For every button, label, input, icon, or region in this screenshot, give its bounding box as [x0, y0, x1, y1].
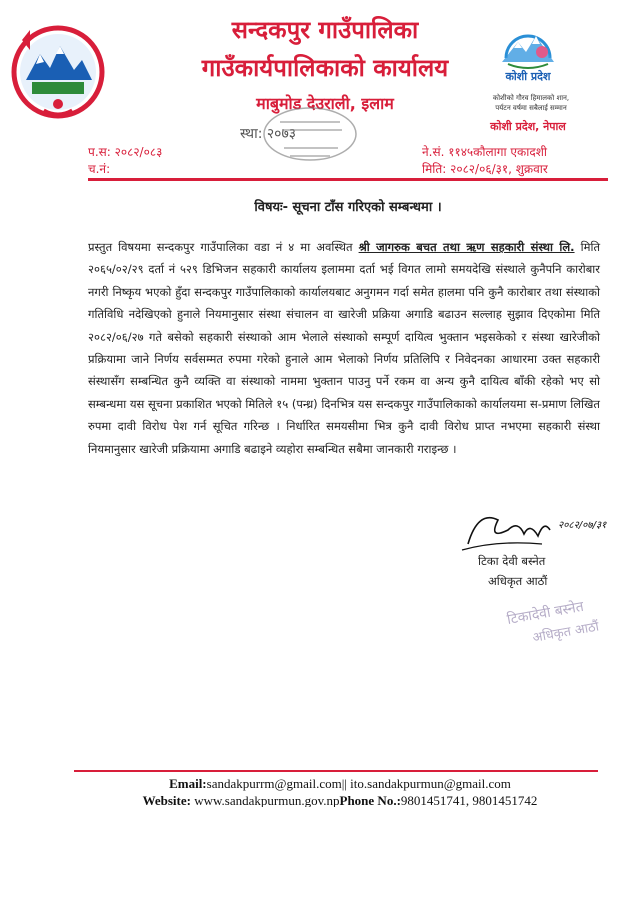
name-seal-stamp	[500, 585, 620, 655]
koshi-province-label: कोशी प्रदेश, नेपाल	[490, 120, 566, 133]
cooperative-name: श्री जागरुक बचत तथा ऋण सहकारी संस्था लि.	[358, 240, 575, 254]
letter-date: मिति: २०८२/०६/३१, शुक्रवार	[422, 162, 548, 176]
municipality-name: सन्दकपुर गाउँपालिका	[231, 16, 419, 44]
svg-text:स्था: २०७३: स्था: २०७३	[240, 126, 297, 142]
letter-ref-number: प.स: २०८२/०८३	[88, 145, 163, 159]
letter-body	[88, 236, 600, 460]
phone-number: 9801451741, 9801451742	[400, 793, 538, 807]
office-seal-stamp	[220, 104, 360, 170]
footer-email	[60, 776, 620, 792]
website-label: Website:	[142, 793, 191, 807]
email-address: sandakpurrm@gmail.com|| ito.sandakpurmun@gmail.com	[206, 776, 511, 791]
svg-text:अधिकृत आठौं: अधिकृत आठौं	[531, 619, 601, 646]
office-address: माबुमोड देउराली, इलाम	[256, 94, 394, 113]
letter-subject: विषयः- सूचना टाँस गरिएको सम्बन्धमा ।	[254, 200, 442, 215]
koshi-tagline	[466, 93, 596, 113]
nepal-sambat-date: ने.सं. ११४५कौलागा एकादशी	[422, 145, 548, 159]
header-divider	[88, 178, 608, 181]
koshi-province-logo	[478, 22, 578, 92]
website-url: www.sandakpurmun.gov.np	[190, 793, 340, 807]
phone-label: Phone No.:	[339, 793, 401, 807]
nepal-emblem-logo	[8, 20, 108, 120]
koshi-tagline-line2: पर्यटन वर्षमा सबैलाई सम्मान	[495, 104, 567, 112]
signer-name: टिका देवी बस्नेत	[478, 554, 546, 568]
handwritten-signature	[458, 500, 608, 560]
footer-divider	[74, 770, 598, 772]
body-intro: प्रस्तुत विषयमा सन्दकपुर गाउँपालिका वडा नं ४ मा अवस्थित	[88, 240, 359, 254]
dispatch-number: च.नं:	[88, 162, 111, 176]
signer-title: अधिकृत आठौं	[488, 574, 548, 588]
svg-text:कोशी प्रदेश: कोशी प्रदेश	[505, 70, 551, 83]
svg-text:२०८२/०७/३१: २०८२/०७/३१	[558, 520, 607, 531]
body-main: मिति २०६५/०२/२९ दर्ता नं ५२९ डिभिजन सहकारी कार्यालय इलाममा दर्ता भई विगत लामो समयदेखि संस्थाले कुनैपनि कारोबार नगरी निष्कृय भएको हुँदा सन्दकपुर गाउँपालिकाको कार्यालयबाट अनुगमन गर्दा समेत हालमा पनि कुनै कारोबार तथा संस्थाको गतिविधि नदेखिएको हुनाले नियमानुसार संस्था संचालन वा खारेजी प्रक्रिया अगाडि बढाउन सल्लाह सुझाव दिएकोमा मिति २०८२/०६/२७ गते बसेको सहकारी संस्थाको आम भेलाले संस्थाको सम्पूर्ण दायित्व भुक्तान भइसकेको र संस्था खारेजीको प्रक्रियामा जाने निर्णय सर्वसम्मत रुपमा गरेको हुनाले आम भेलाको निर्णय प्रतिलिपि र निवेदनका आधारमा उक्त सहकारी संस्थासँग सम्बन्धित कुनै व्यक्ति वा संस्थाको नाममा भुक्तान पाउनु पर्ने रकम वा अन्य कुनै दायित्व बाँकी रहेको भए सो सम्बन्धमा यस सूचना प्रकाशित भएको मितिले १५ (पन्ध्र) दिनभित्र यस सन्दकपुर गाउँपालिकाको कार्यालयमा स-प्रमाण लिखित रुपमा दावी विरोध पेश गर्न सूचित गरिन्छ । निर्धारित समयसीमा भित्र कुनै दावी विरोध प्राप्त नभएमा सहकारी संस्था नियमानुसार खारेजी प्रक्रियामा अगाडि बढाइने व्यहोरा सम्बन्धित सबैमा जानकारी गराइन्छ ।	[88, 240, 600, 456]
footer-website	[60, 793, 620, 807]
koshi-tagline-line1: कोशीको गौरव हिमालको शान,	[492, 94, 570, 102]
office-name: गाउँकार्यपालिकाको कार्यालय	[201, 54, 449, 82]
email-label: Email:	[169, 776, 207, 791]
svg-text:टिकादेवी बस्नेत: टिकादेवी बस्नेत	[505, 598, 585, 629]
